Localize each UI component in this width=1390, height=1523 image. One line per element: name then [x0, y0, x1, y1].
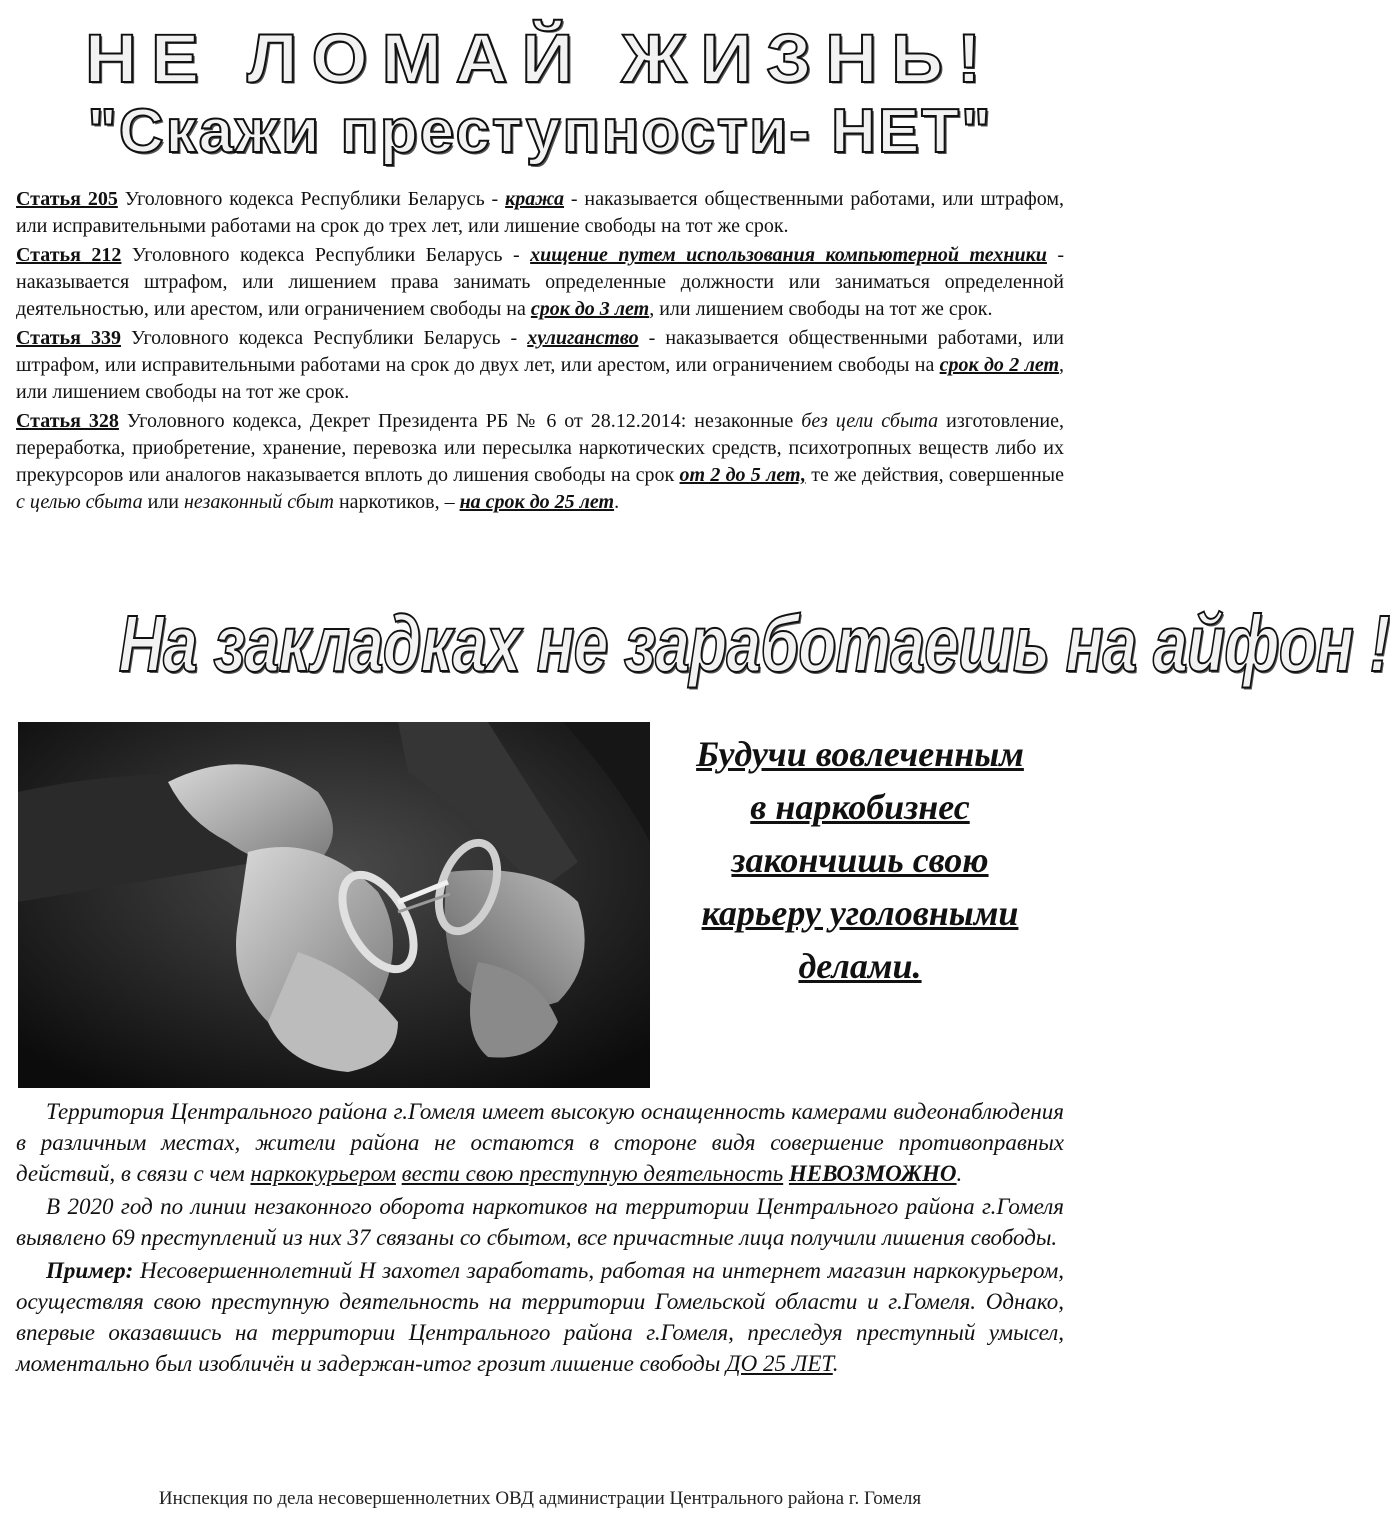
article-339 [16, 325, 1064, 406]
handcuffed-hands-photo [18, 722, 650, 1088]
article-text: Уголовного кодекса Республики Беларусь - [121, 327, 528, 349]
underlined-text: вести свою преступную деятельность [401, 1161, 784, 1186]
side-line: закончишь свою [731, 840, 989, 880]
article-text: Уголовного кодекса Республики Беларусь - [121, 244, 531, 266]
impossible-emphasis: НЕВОЗМОЖНО [788, 1161, 957, 1186]
articles-block [16, 186, 1064, 518]
article-highlight: хулиганство [527, 327, 639, 349]
poster-title: НЕ ЛОМАЙ ЖИЗНЬ! [85, 21, 995, 97]
article-highlight: на срок до 25 лет [459, 491, 615, 513]
paragraph-text: Территория Центрального района г.Гомеля имеет высокую оснащенность камерами видеонаблюдения в различным местах, жители района не остаются в стороне видя совершение противоправных действий, в связи с чем [16, 1099, 1064, 1186]
paragraph-statistics: В 2020 год по линии незаконного оборота наркотиков на территории Центрального района г.Гомеля выявлено 69 преступлений из них 37 связаны со сбытом, все причастные лица получили лишения свободы. [16, 1194, 1064, 1250]
article-heading: Статья 339 [16, 327, 121, 349]
side-line: Будучи вовлеченным [696, 734, 1024, 774]
article-text: Уголовного кодекса, Декрет Президента РБ № 6 от 28.12.2014: незаконные [118, 410, 802, 432]
article-heading: Статья 205 [16, 188, 118, 210]
handcuffs-illustration [18, 722, 650, 1088]
article-text: - наказывается общественными работами, или штрафом, или исправительными работами на срок до двух лет, или арестом, или ограничением свободы на [16, 327, 1065, 376]
article-heading: Статья 328 [16, 410, 119, 432]
side-warning-text [655, 728, 1065, 993]
slogan-banner: На закладках не заработаешь на айфон ! [118, 599, 1390, 688]
paragraph-text: . [956, 1161, 963, 1186]
footer-signature: Инспекция по дела несовершеннолетних ОВД администрации Центрального района г. Гомеля [158, 1488, 922, 1509]
article-212 [16, 242, 1064, 323]
article-text: или [142, 491, 184, 513]
poster-subtitle: "Скажи преступности- НЕТ" [87, 97, 993, 166]
article-text: - наказывается штрафом, или лишением права занимать определенные должности или заниматься определенной деятельностью, или арестом, или ограничением свободы на [16, 244, 1065, 320]
article-text: Уголовного кодекса Республики Беларусь - [117, 188, 506, 210]
side-line: делами. [798, 946, 922, 986]
article-heading: Статья 212 [16, 244, 122, 266]
article-text: наркотиков, – [333, 491, 460, 513]
article-italic: без цели сбыта [801, 410, 939, 432]
article-highlight: хищение путем использования компьютерной техники [530, 244, 1047, 266]
article-text: . [614, 491, 620, 513]
article-highlight: от 2 до 5 лет, [679, 464, 807, 486]
article-205 [16, 186, 1064, 240]
side-line: карьеру уголовными [701, 893, 1019, 933]
article-328 [16, 408, 1064, 516]
paragraph-example [16, 1255, 1064, 1379]
article-text: - наказывается общественными работами, или штрафом, или исправительными работами на срок до трех лет, или лишение свободы на тот же срок. [16, 188, 1064, 237]
underlined-text: наркокурьером [250, 1161, 396, 1186]
article-text: , или лишением свободы на тот же срок. [16, 354, 1064, 403]
article-text: те же действия, совершенные [806, 464, 1064, 486]
article-highlight: срок до 2 лет [939, 354, 1059, 376]
article-italic: незаконный сбыт [183, 491, 334, 513]
article-italic: с целью сбыта [16, 491, 143, 513]
paragraph-cameras [16, 1096, 1064, 1189]
article-text: , или лишением свободы на тот же срок. [649, 298, 993, 320]
article-highlight: срок до 3 лет [530, 298, 650, 320]
body-text [16, 1096, 1064, 1381]
paragraph-text: . [832, 1351, 839, 1376]
article-text: изготовление, переработка, приобретение, хранение, перевозка или пересылка наркотических средств, психотропных веществ либо их прекурсоров или аналогов наказывается вплоть до лишения свободы на срок [16, 410, 1064, 486]
side-line: в наркобизнес [750, 787, 970, 827]
article-highlight: кража [505, 188, 565, 210]
paragraph-text: Несовершеннолетний Н захотел заработать, работая на интернет магазин наркокурьером, осуществляя свою преступную деятельность на территории Гомельской области и г.Гомеля. Однако, впервые оказавшись на территории Центрального района г.Гомеля, преследуя преступный умысел, моментально был изобличён и задержан-итог грозит лишение свободы [16, 1258, 1064, 1376]
example-label: Пример: [46, 1258, 134, 1283]
underlined-text: ДО 25 ЛЕТ [726, 1351, 833, 1376]
